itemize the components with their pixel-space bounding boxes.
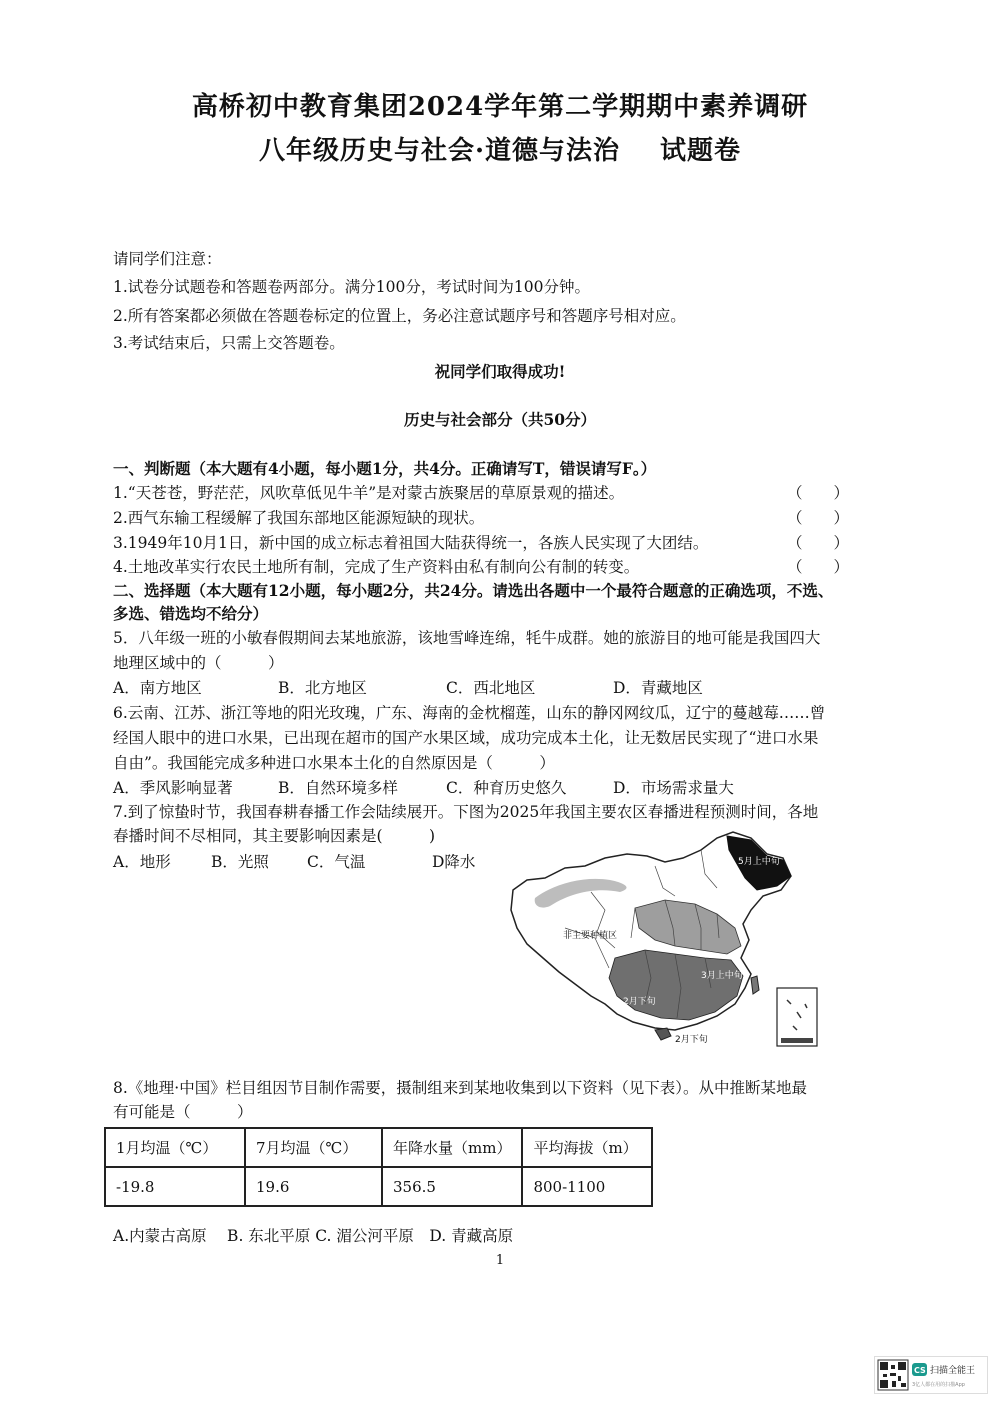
page-number: 1 (495, 1253, 505, 1268)
exam-title-line2 (0, 130, 1000, 167)
table-cell: -19.8 (105, 1167, 245, 1206)
option-d[interactable]: D降水 (432, 853, 476, 871)
q8-options: A.内蒙古高原 B. 东北平原 C. 湄公河平原 D. 青藏高原 (113, 1227, 514, 1245)
exam-title-line1: 高桥初中教育集团2024学年第二学期期中素养调研 (191, 92, 809, 122)
table-header: 7月均温（℃） (245, 1128, 382, 1167)
south-china-sea-inset (777, 988, 817, 1046)
q5-stem-cont: 地理区域中的（ ） (113, 654, 284, 672)
option-c[interactable]: C．种育历史悠久 (446, 779, 567, 797)
judge-question-2: 2.西气东输工程缓解了我国东部地区能源短缺的现状。 (113, 509, 485, 527)
scanner-tagline: 3亿人都在用的扫描App (912, 1382, 965, 1388)
q6-options (113, 776, 734, 798)
exam-paper-type: 试题卷 (660, 136, 742, 166)
map-label-west: 非主要种植区 (563, 931, 618, 941)
q6-stem-cont: 自由”。我国能完成多种进口水果本土化的自然原因是（ ） (113, 754, 555, 772)
table-header: 平均海拔（m） (522, 1128, 652, 1167)
option-a[interactable]: A．季风影响显著 (113, 779, 233, 797)
scanner-watermark (874, 1356, 988, 1394)
table-cell: 19.6 (245, 1167, 382, 1206)
q7-stem-cont: 春播时间不尽相同，其主要影响因素是( ) (113, 827, 436, 845)
table-row (105, 1167, 652, 1206)
answer-blank[interactable]: （ ） (787, 534, 850, 552)
q8-stem-cont: 有可能是（ ） (113, 1103, 253, 1121)
answer-blank[interactable]: （ ） (787, 509, 850, 527)
option-b[interactable]: B．北方地区 (278, 679, 367, 697)
q5-options (113, 676, 703, 698)
exam-subject: 八年级历史与社会·道德与法治 (258, 136, 621, 166)
part1-heading: 一、判断题（本大题有4小题，每小题1分，共4分。正确请写T，错误请写F。） (113, 459, 657, 478)
judge-question-4: 4.土地改革实行农民土地所有制，完成了生产资料由私有制向公有制的转变。 (113, 558, 640, 576)
answer-blank[interactable]: （ ） (787, 558, 850, 576)
table-header: 年降水量（mm） (382, 1128, 522, 1167)
judge-question-1: 1.“天苍苍，野茫茫，风吹草低见牛羊”是对蒙古族聚居的草原景观的描述。 (113, 484, 625, 502)
notice-item: 2.所有答案都必须做在答题卷标定的位置上，务必注意试题序号和答题序号相对应。 (113, 307, 686, 325)
part2-heading-cont: 多选、错选均不给分） (113, 604, 269, 623)
map-label-south: 2月下旬 (675, 1035, 708, 1045)
option-a[interactable]: A．南方地区 (113, 679, 202, 697)
option-d[interactable]: D．青藏地区 (613, 679, 703, 697)
table-cell: 800-1100 (522, 1167, 652, 1206)
option-d[interactable]: D．市场需求量大 (613, 779, 734, 797)
map-label-middle: 3月上中旬 (701, 971, 743, 981)
option-b[interactable]: B．光照 (211, 853, 269, 871)
climate-data-table (104, 1127, 653, 1207)
q8-stem: 8.《地理·中国》栏目组因节目制作需要，摄制组来到某地收集到以下资料（见下表）。从中推断某地最 (113, 1079, 807, 1097)
option-b[interactable]: B．自然环境多样 (278, 779, 398, 797)
map-label-northeast: 5月上中旬 (738, 857, 780, 867)
judge-question-3: 3.1949年10月1日，新中国的成立标志着祖国大陆获得统一，各族人民实现了大团结。 (113, 534, 709, 552)
section-title: 历史与社会部分（共50分） (403, 410, 597, 429)
option-a[interactable]: A．地形 (113, 853, 171, 871)
qr-code-icon (878, 1360, 908, 1390)
scanner-name: 扫描全能王 (930, 1366, 976, 1376)
q7-stem: 7.到了惊蛰时节，我国春耕春播工作会陆续展开。下图为2025年我国主要农区春播进程预测时间，各地 (113, 803, 819, 821)
notice-item: 1.试卷分试题卷和答题卷两部分。满分100分，考试时间为100分钟。 (113, 278, 590, 296)
notice-heading: 请同学们注意： (113, 250, 222, 268)
taiwan-island (751, 976, 759, 994)
inset-caption-bar (781, 1038, 813, 1043)
q7-options (113, 850, 475, 872)
spring-sowing-map (505, 828, 835, 1053)
blessing: 祝同学们取得成功! (434, 362, 566, 381)
q5-stem: 5．八年级一班的小敏春假期间去某地旅游，该地雪峰连绵，牦牛成群。她的旅游目的地可能是我国四大 (113, 629, 821, 647)
scanner-badge: CS (914, 1366, 926, 1375)
table-cell: 356.5 (382, 1167, 522, 1206)
option-c[interactable]: C．西北地区 (446, 679, 536, 697)
map-label-south-mid: 2月下旬 (623, 997, 656, 1007)
option-c[interactable]: C．气温 (307, 853, 366, 871)
q6-stem: 6.云南、江苏、浙江等地的阳光玫瑰，广东、海南的金枕榴莲，山东的静冈网纹瓜，辽宁的蔓越莓……曾 (113, 704, 826, 722)
part2-heading: 二、选择题（本大题有12小题，每小题2分，共24分。请选出各题中一个最符合题意的正确选项，不选、 (113, 581, 834, 600)
answer-blank[interactable]: （ ） (787, 484, 850, 502)
q6-stem-cont: 经国人眼中的进口水果，已出现在超市的国产水果区域，成功完成本土化，让无数居民实现了“进口水果 (113, 729, 819, 747)
table-header-row (105, 1128, 652, 1167)
table-header: 1月均温（℃） (105, 1128, 245, 1167)
notice-item: 3.考试结束后，只需上交答题卷。 (113, 334, 345, 352)
